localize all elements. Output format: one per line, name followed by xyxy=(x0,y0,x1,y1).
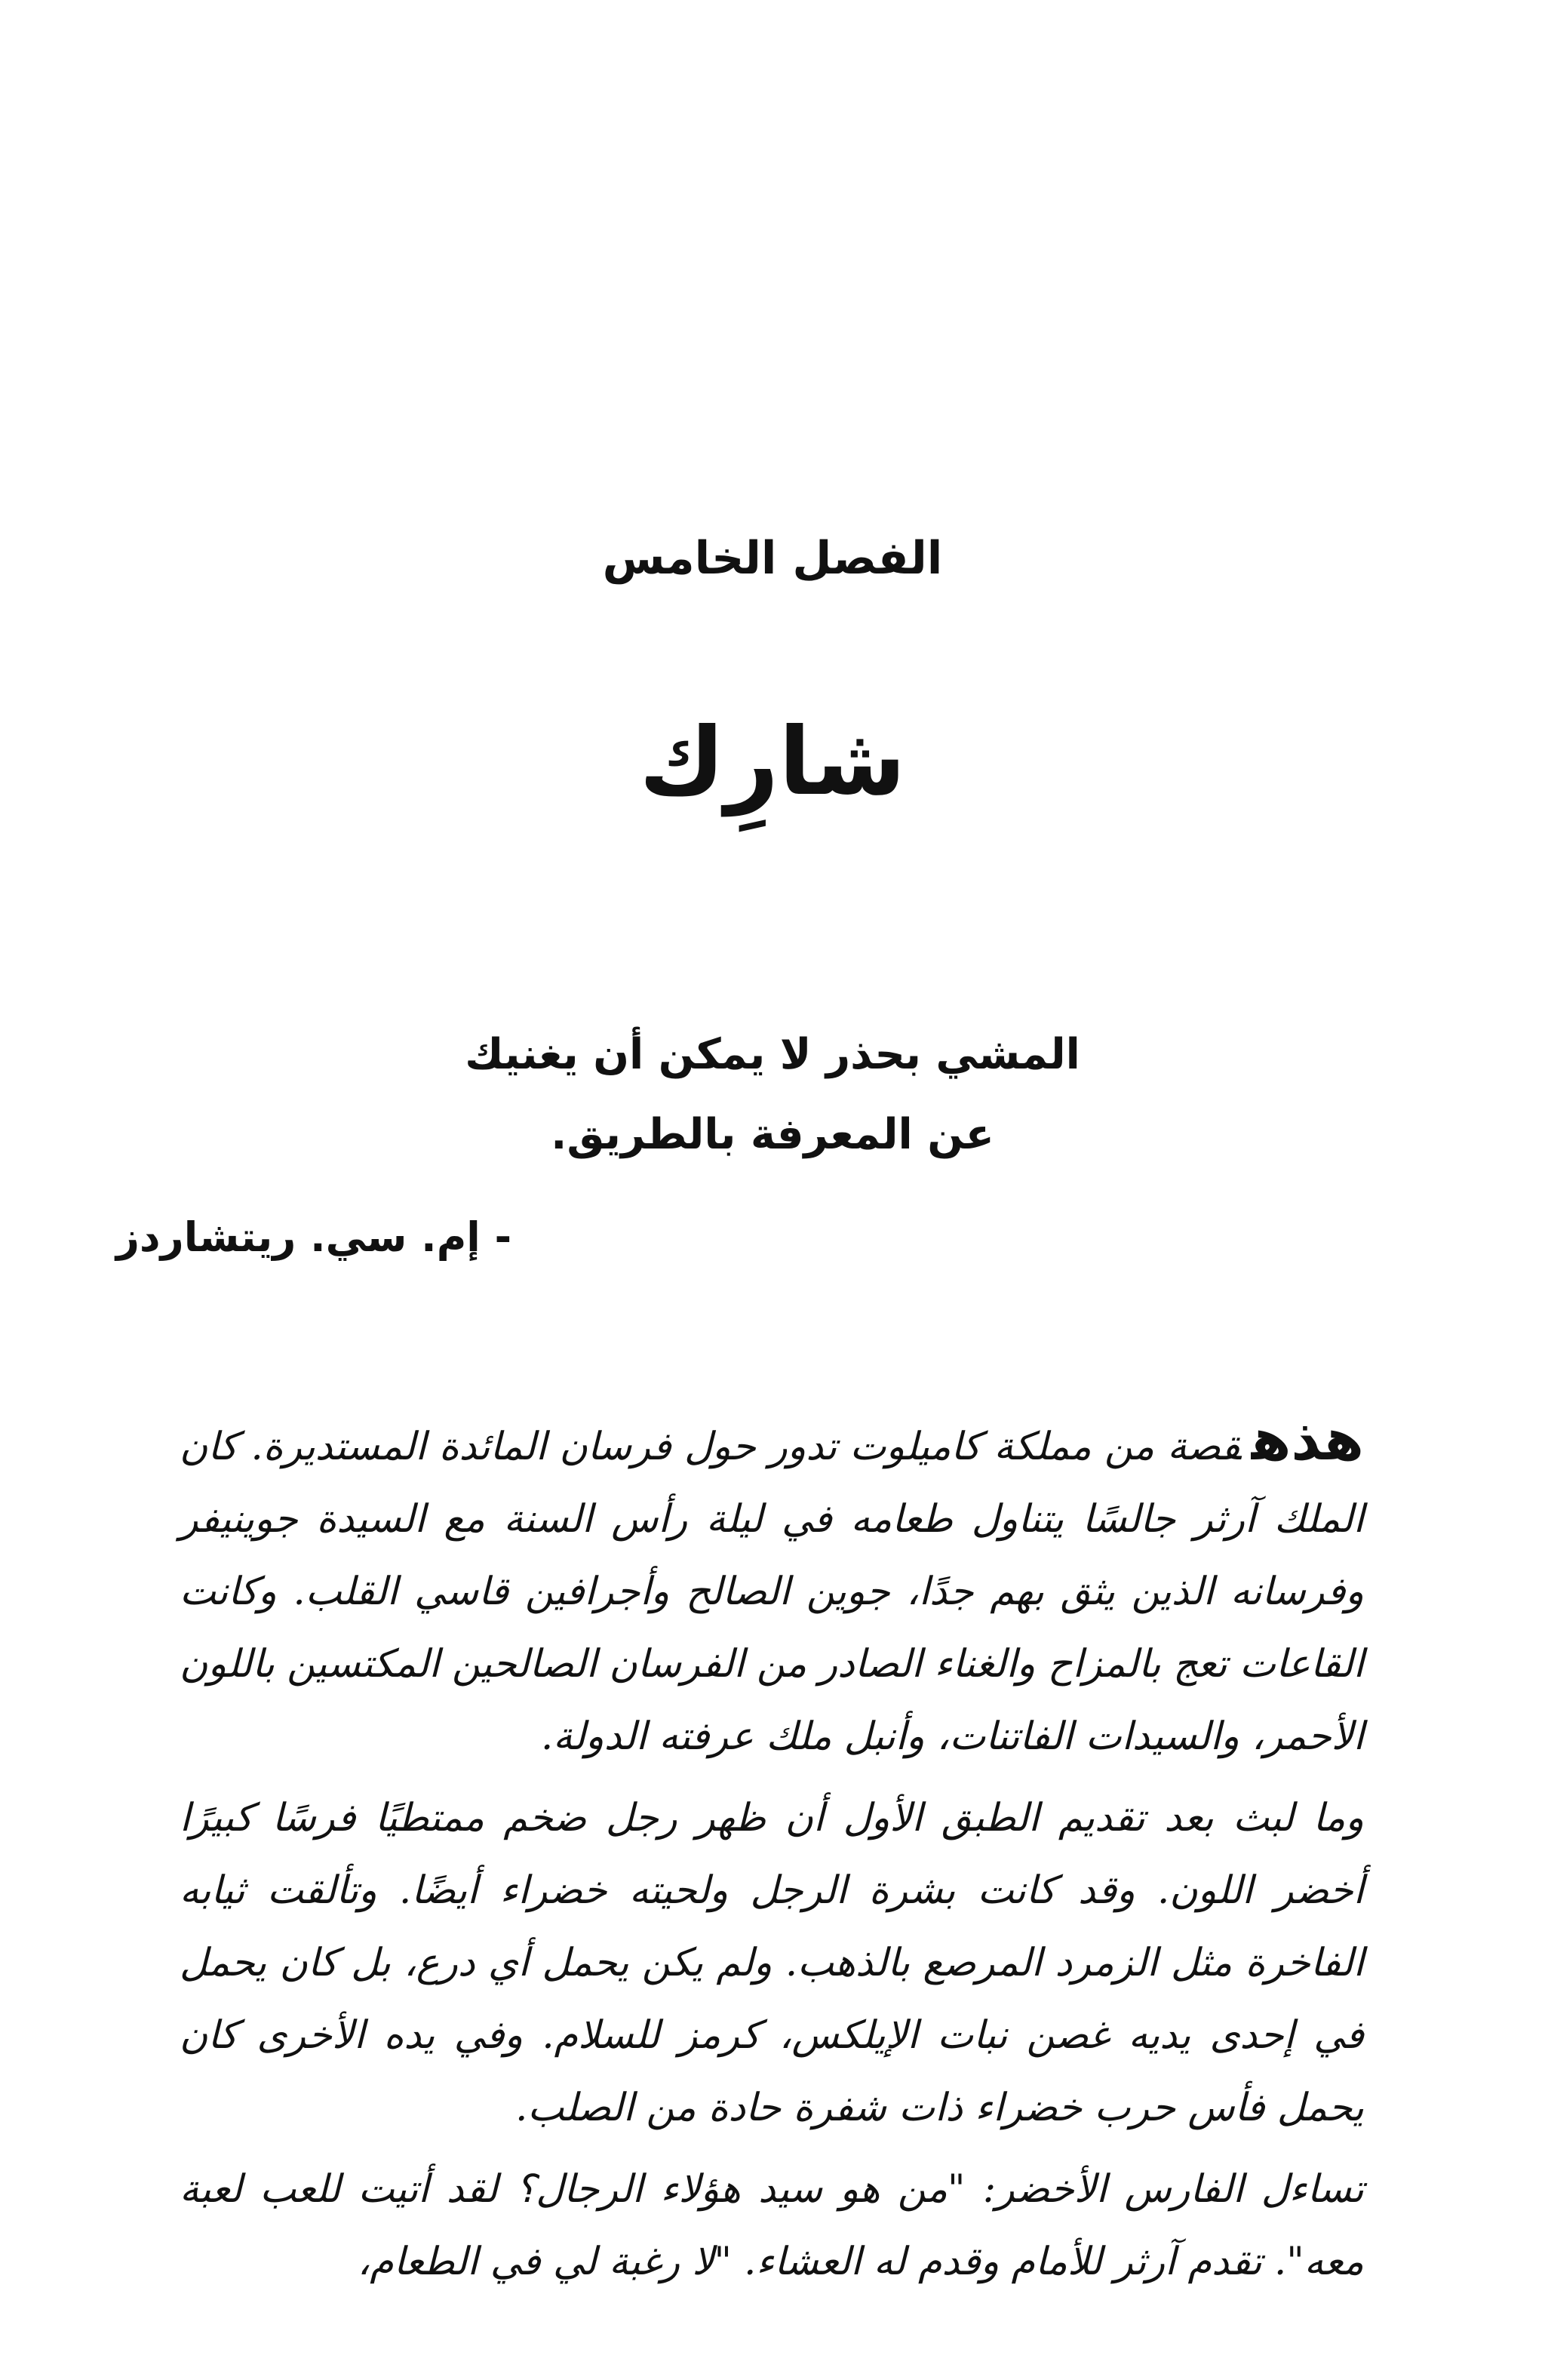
epigraph-line-2: عن المعرفة بالطريق. xyxy=(551,1110,994,1159)
epigraph-attribution: - إم. سي. ريتشاردز xyxy=(115,1213,511,1261)
paragraph-2: وما لبث بعد تقديم الطبق الأول أن ظهر رجل ضخم ممتطيًا فرسًا كبيرًا أخضر اللون. وقد كانت بشرة الرجل ولحيته خضراء أيضًا. وتألقت ثيابه الفاخرة مثل الزمرد المرصع بالذهب. ولم يكن يحمل أي درع، بل كان يحمل في إحدى يديه غصن نبات الإيلكس، كرمز للسلام. وفي يده الأخرى كان يحمل فأس حرب خضراء ذات شفرة حادة من الصلب. xyxy=(180,1796,1364,2130)
chapter-title: شارِك xyxy=(639,708,906,816)
paragraph-3: تساءل الفارس الأخضر: "من هو سيد هؤلاء الرجال؟ لقد أتيت للعب لعبة معه". تقدم آرثر للأمام وقدم له العشاء. "لا رغبة لي في الطعام، xyxy=(180,2167,1364,2284)
paragraph-1-text: قصة من مملكة كاميلوت تدور حول فرسان المائدة المستديرة. كان الملك آرثر جالسًا يتناول طعامه في ليلة رأس السنة مع السيدة جوينيفر وفرسانه الذين يثق بهم جدًا، جوين الصالح وأجرافين قاسي القلب. وكانت القاعات تعج بالمزاح والغناء الصادر من الفرسان الصالحين المكتسين باللون الأحمر، والسيدات الفاتنات، وأنبل ملك عرفته الدولة. xyxy=(180,1425,1364,1759)
body-text xyxy=(180,1404,1364,2308)
epigraph xyxy=(0,1015,1545,1175)
chapter-label: الفصل الخامس xyxy=(602,532,943,585)
paragraph-1 xyxy=(180,1404,1364,1773)
epigraph-line-1: المشي بحذر لا يمكن أن يغنيك xyxy=(465,1030,1080,1079)
lead-word: هذه xyxy=(1251,1406,1364,1473)
